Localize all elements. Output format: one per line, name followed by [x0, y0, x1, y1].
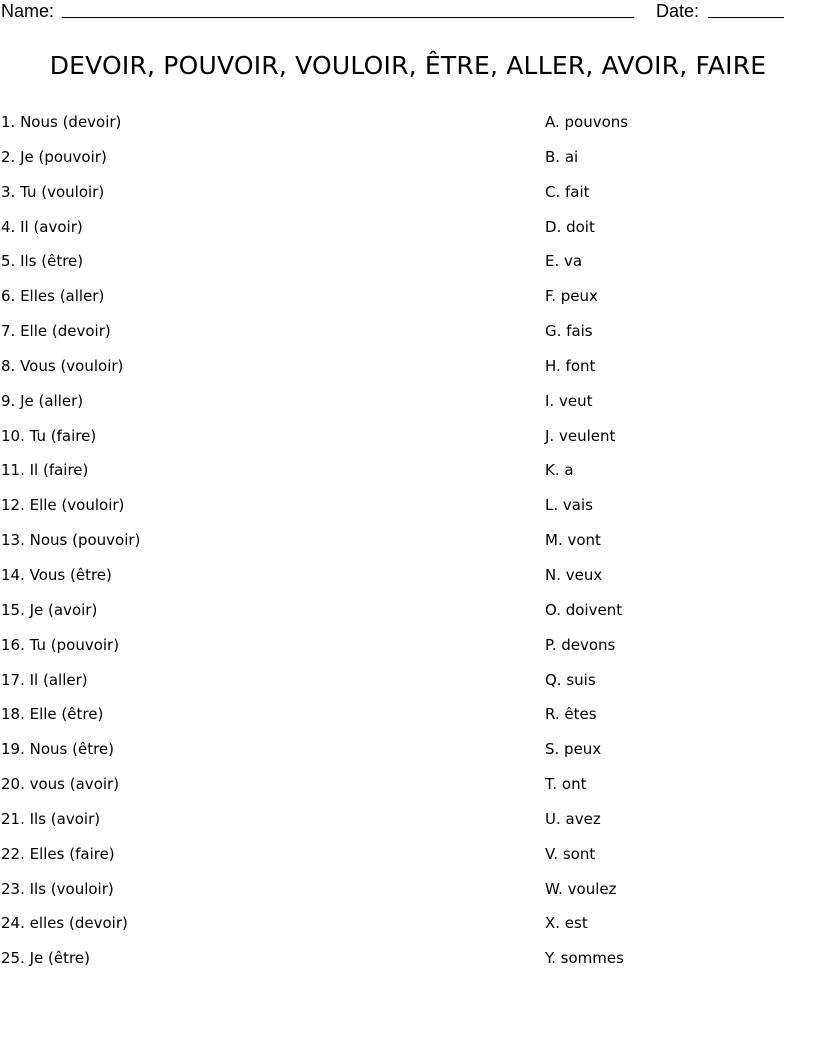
question-item: 21. Ils (avoir) — [1, 809, 101, 828]
page-title: DEVOIR, POUVOIR, VOULOIR, ÊTRE, ALLER, AVOIR, FAIRE — [49, 51, 767, 80]
answer-item: S. peux — [545, 740, 602, 759]
question-item: 25. Je (être) — [1, 949, 90, 968]
question-item: 15. Je (avoir) — [1, 600, 98, 619]
question-item: 3. Tu (vouloir) — [1, 182, 105, 201]
questions-column — [1, 112, 140, 983]
question-item: 24. elles (devoir) — [1, 914, 128, 933]
question-item: 7. Elle (devoir) — [1, 322, 111, 341]
question-item: 22. Elles (faire) — [1, 844, 115, 863]
name-label: Name: — [1, 1, 55, 21]
answer-item: B. ai — [545, 147, 579, 166]
answer-item: F. peux — [545, 287, 598, 306]
answers-column — [545, 112, 628, 983]
answer-item: L. vais — [545, 496, 593, 515]
answer-item: K. a — [545, 461, 574, 480]
answer-item: J. veulent — [545, 426, 616, 445]
question-item: 23. Ils (vouloir) — [1, 879, 114, 898]
question-item: 5. Ils (être) — [1, 252, 84, 271]
date-blank-line[interactable] — [708, 17, 784, 18]
question-item: 18. Elle (être) — [1, 705, 104, 724]
answer-item: A. pouvons — [545, 113, 629, 131]
question-item: 1. Nous (devoir) — [1, 113, 122, 131]
name-blank-line[interactable] — [62, 17, 634, 18]
answer-item: O. doivent — [545, 600, 623, 619]
question-item: 4. Il (avoir) — [1, 217, 83, 236]
answer-item: V. sont — [545, 844, 596, 863]
answer-item: H. font — [545, 356, 596, 375]
answer-item: R. êtes — [545, 705, 597, 724]
answer-item: T. ont — [545, 775, 587, 794]
worksheet-header — [0, 0, 816, 24]
answer-item: P. devons — [545, 635, 616, 654]
question-item: 10. Tu (faire) — [1, 426, 97, 445]
question-item: 13. Nous (pouvoir) — [1, 531, 141, 550]
answer-item: C. fait — [545, 182, 590, 201]
question-item: 6. Elles (aller) — [1, 287, 105, 306]
answer-item: D. doit — [545, 217, 595, 236]
answer-item: I. veut — [545, 391, 593, 410]
question-item: 11. Il (faire) — [1, 461, 89, 480]
question-item: 14. Vous (être) — [1, 565, 112, 584]
answer-item: Q. suis — [545, 670, 596, 689]
question-item: 19. Nous (être) — [1, 740, 114, 759]
question-item: 16. Tu (pouvoir) — [1, 635, 120, 654]
answer-item: E. va — [545, 252, 583, 271]
answer-item: X. est — [545, 914, 588, 933]
answer-item: Y. sommes — [545, 949, 624, 968]
question-item: 17. Il (aller) — [1, 670, 88, 689]
question-item: 8. Vous (vouloir) — [1, 356, 124, 375]
answer-item: N. veux — [545, 565, 603, 584]
answer-item: G. fais — [545, 322, 593, 341]
question-item: 9. Je (aller) — [1, 391, 84, 410]
answer-item: U. avez — [545, 809, 601, 828]
date-label: Date: — [656, 1, 700, 21]
question-item: 12. Elle (vouloir) — [1, 496, 125, 515]
question-item: 2. Je (pouvoir) — [1, 147, 107, 166]
answer-item: M. vont — [545, 531, 601, 550]
question-item: 20. vous (avoir) — [1, 775, 120, 794]
answer-item: W. voulez — [545, 879, 617, 898]
